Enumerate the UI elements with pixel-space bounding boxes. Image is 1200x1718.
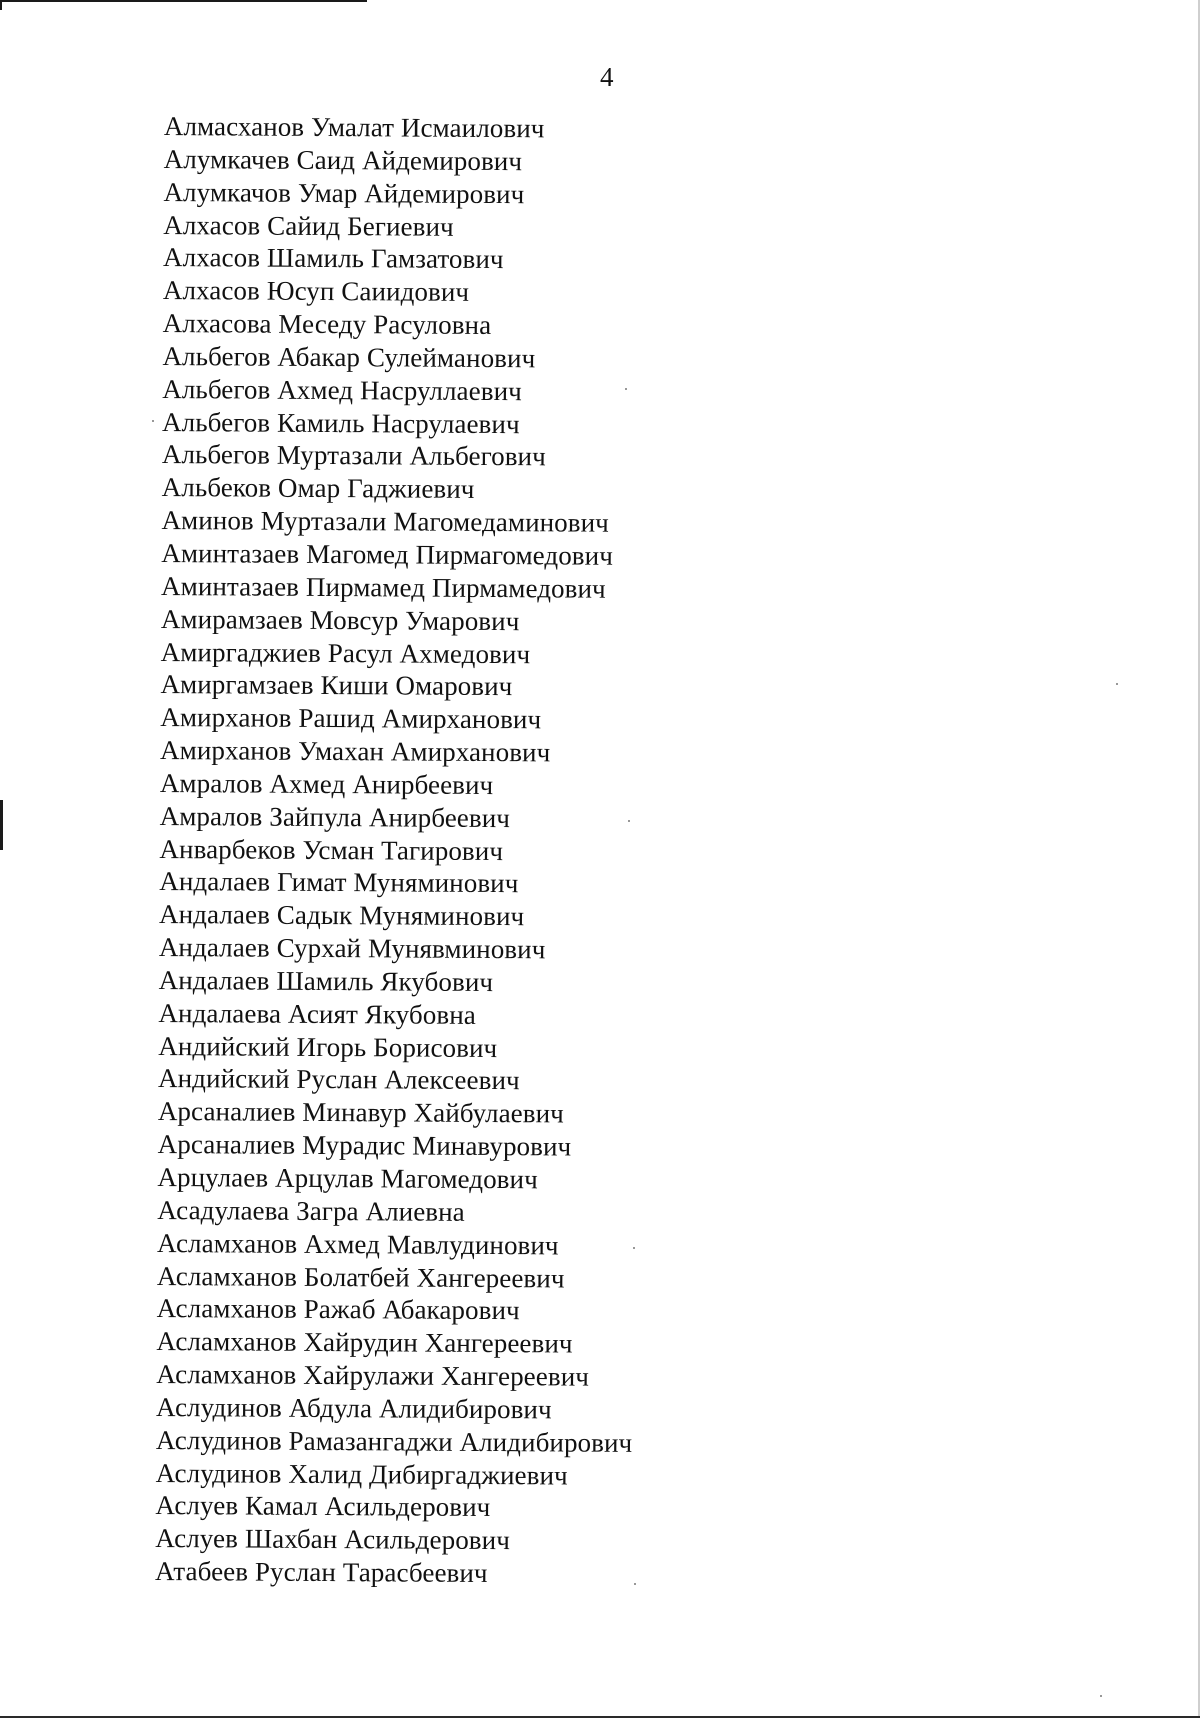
scan-border-left-mark bbox=[0, 800, 3, 850]
name-list-item: Андалаев Сурхай Мунявминович bbox=[158, 932, 546, 965]
name-list-item: Альбеков Омар Гаджиевич bbox=[161, 472, 475, 505]
name-list bbox=[155, 110, 640, 1591]
scan-border-left-top bbox=[0, 0, 2, 10]
name-list-item: Асламханов Хайрулажи Хангереевич bbox=[156, 1359, 590, 1392]
name-list-item: Андийский Игорь Борисович bbox=[158, 1030, 498, 1063]
name-list-item: Алумкачов Умар Айдемирович bbox=[163, 176, 525, 209]
name-list-item: Альбегов Муртазали Альбегович bbox=[161, 439, 546, 472]
name-list-item: Амирханов Умахан Амирханович bbox=[159, 735, 551, 768]
scan-border-top bbox=[0, 0, 367, 2]
name-list-item: Амиргамзаев Киши Омарович bbox=[160, 669, 513, 702]
name-list-item: Асадулаева Загра Алиевна bbox=[157, 1194, 465, 1227]
name-list-item: Аслудинов Халид Дибиргаджиевич bbox=[155, 1457, 568, 1491]
name-list-item: Амралов Ахмед Анирбеевич bbox=[159, 767, 494, 800]
name-list-item: Арсаналиев Мурадис Минавурович bbox=[157, 1129, 572, 1162]
name-list-item: Алумкачев Саид Айдемирович bbox=[163, 143, 523, 177]
name-list-item: Алхасов Шамиль Гамзатович bbox=[163, 242, 504, 275]
name-list-item: Арсаналиев Минавур Хайбулаевич bbox=[157, 1096, 564, 1129]
name-list-item: Асламханов Ражаб Абакарович bbox=[156, 1293, 520, 1326]
name-list-item: Асламханов Ахмед Мавлудинович bbox=[156, 1227, 559, 1261]
name-list-item: Андалаева Асият Якубовна bbox=[158, 997, 476, 1030]
name-list-item: Аминтазаев Магомед Пирмагомедович bbox=[161, 537, 614, 571]
name-list-item: Аслуев Камал Асильдерович bbox=[155, 1490, 491, 1523]
scan-speck bbox=[152, 420, 154, 422]
name-list-item: Андалаев Гимат Муняминович bbox=[159, 866, 519, 899]
name-list-item: Андалаев Шамиль Якубович bbox=[158, 964, 494, 997]
name-list-item: Алхасов Сайид Бегиевич bbox=[163, 209, 454, 242]
name-list-item: Альбегов Камиль Насрулаевич bbox=[162, 406, 520, 439]
name-list-item: Андийский Руслан Алексеевич bbox=[157, 1063, 520, 1096]
name-list-item: Аслуев Шахбан Асильдерович bbox=[155, 1523, 511, 1556]
name-list-item: Аслудинов Абдула Алидибирович bbox=[155, 1391, 552, 1425]
name-list-item: Альбегов Абакар Сулейманович bbox=[162, 340, 536, 374]
name-list-item: Аминов Муртазали Магомедаминович bbox=[161, 505, 609, 538]
name-list-item: Асламханов Болатбей Хангереевич bbox=[156, 1260, 565, 1293]
name-list-item: Асламханов Хайрудин Хангереевич bbox=[156, 1326, 573, 1359]
name-list-item: Амирханов Рашид Амирханович bbox=[160, 702, 542, 735]
name-list-item: Андалаев Садык Муняминович bbox=[158, 899, 525, 932]
name-list-item: Атабеев Руслан Тарасбеевич bbox=[154, 1556, 488, 1589]
scan-speck bbox=[1116, 683, 1118, 685]
page-number: 4 bbox=[600, 62, 614, 92]
name-list-item: Алхасова Меседу Расуловна bbox=[162, 308, 492, 341]
name-list-item: Альбегов Ахмед Насруллаевич bbox=[162, 373, 522, 406]
name-list-item: Арцулаев Арцулав Магомедович bbox=[157, 1161, 538, 1195]
name-list-item: Аслудинов Рамазангаджи Алидибирович bbox=[155, 1424, 633, 1458]
name-list-item: Алмасханов Умалат Исмаилович bbox=[163, 110, 545, 144]
name-list-item: Анварбеков Усман Тагирович bbox=[159, 833, 504, 866]
name-list-item: Амиргаджиев Расул Ахмедович bbox=[160, 636, 531, 669]
name-list-item: Алхасов Юсуп Саиидович bbox=[162, 275, 470, 308]
scan-speck bbox=[634, 1583, 636, 1585]
name-list-item: Амралов Зайпула Анирбеевич bbox=[159, 800, 511, 833]
name-list-item: Аминтазаев Пирмамед Пирмамедович bbox=[161, 570, 606, 604]
scan-speck bbox=[1100, 1695, 1102, 1697]
name-list-item: Амирамзаев Мовсур Умарович bbox=[160, 603, 520, 636]
